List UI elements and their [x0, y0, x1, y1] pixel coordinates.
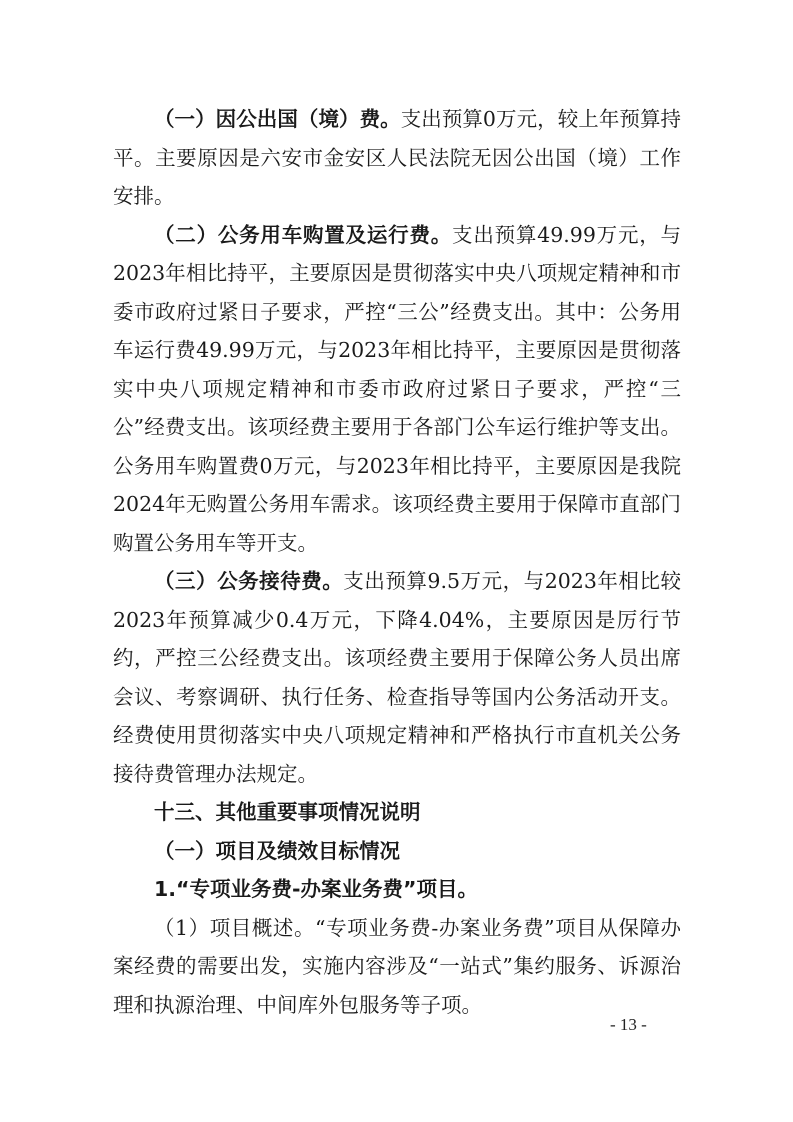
- item-heading: 1.“专项业务费-办案业务费”项目。: [154, 877, 479, 901]
- paragraph-lead: （二）公务用车购置及运行费。: [154, 222, 453, 247]
- document-body: [113, 100, 681, 1024]
- section-heading: 十三、其他重要事项情况说明: [154, 800, 421, 824]
- sub-heading: （一）项目及绩效目标情况: [154, 838, 400, 863]
- paragraph-text: 支出预算9.5万元，与2023年相比较2023年预算减少0.4万元，下降4.04%，主要原因是厉行节约，严控三公经费支出。该项经费主要用于保障公务人员出席会议、考察调研、执行任务、检查指导等国内公务活动开支。经费使用贯彻落实中央八项规定精神和严格执行市直机关公务接待费管理办法规定。: [113, 569, 681, 786]
- paragraph-reception-expenses: [113, 562, 681, 793]
- paragraph-lead: （三）公务接待费。: [154, 569, 344, 593]
- page-number: - 13 -: [610, 1015, 647, 1034]
- paragraph-vehicle-expenses: [113, 216, 681, 563]
- paragraph-lead: （一）因公出国（境）费。: [154, 107, 401, 131]
- paragraph-text: 支出预算49.99万元，与2023年相比持平，主要原因是贯彻落实中央八项规定精神和市委市政府过紧日子要求，严控“三公”经费支出。其中：公务用车运行费49.99万元，与2023年相比持平，主要原因是贯彻落实中央八项规定精神和市委市政府过紧日子要求，严控“三公”经费支出。该项经费主要用于各部门公车运行维护等支出。公务用车购置费0万元，与2023年相比持平，主要原因是我院2024年无购置公务用车需求。该项经费主要用于保障市直部门购置公务用车等开支。: [113, 222, 682, 555]
- project-overview-paragraph: （1）项目概述。“专项业务费-办案业务费”项目从保障办案经费的需要出发，实施内容涉及“一站式”集约服务、诉源治理和执源治理、中间库外包服务等子项。: [113, 915, 681, 1017]
- paragraph-overseas-travel: [113, 100, 681, 216]
- paragraph-text: 支出预算0万元，较上年预算持平。主要原因是六安市金安区人民法院无因公出国（境）工作安排。: [113, 107, 682, 208]
